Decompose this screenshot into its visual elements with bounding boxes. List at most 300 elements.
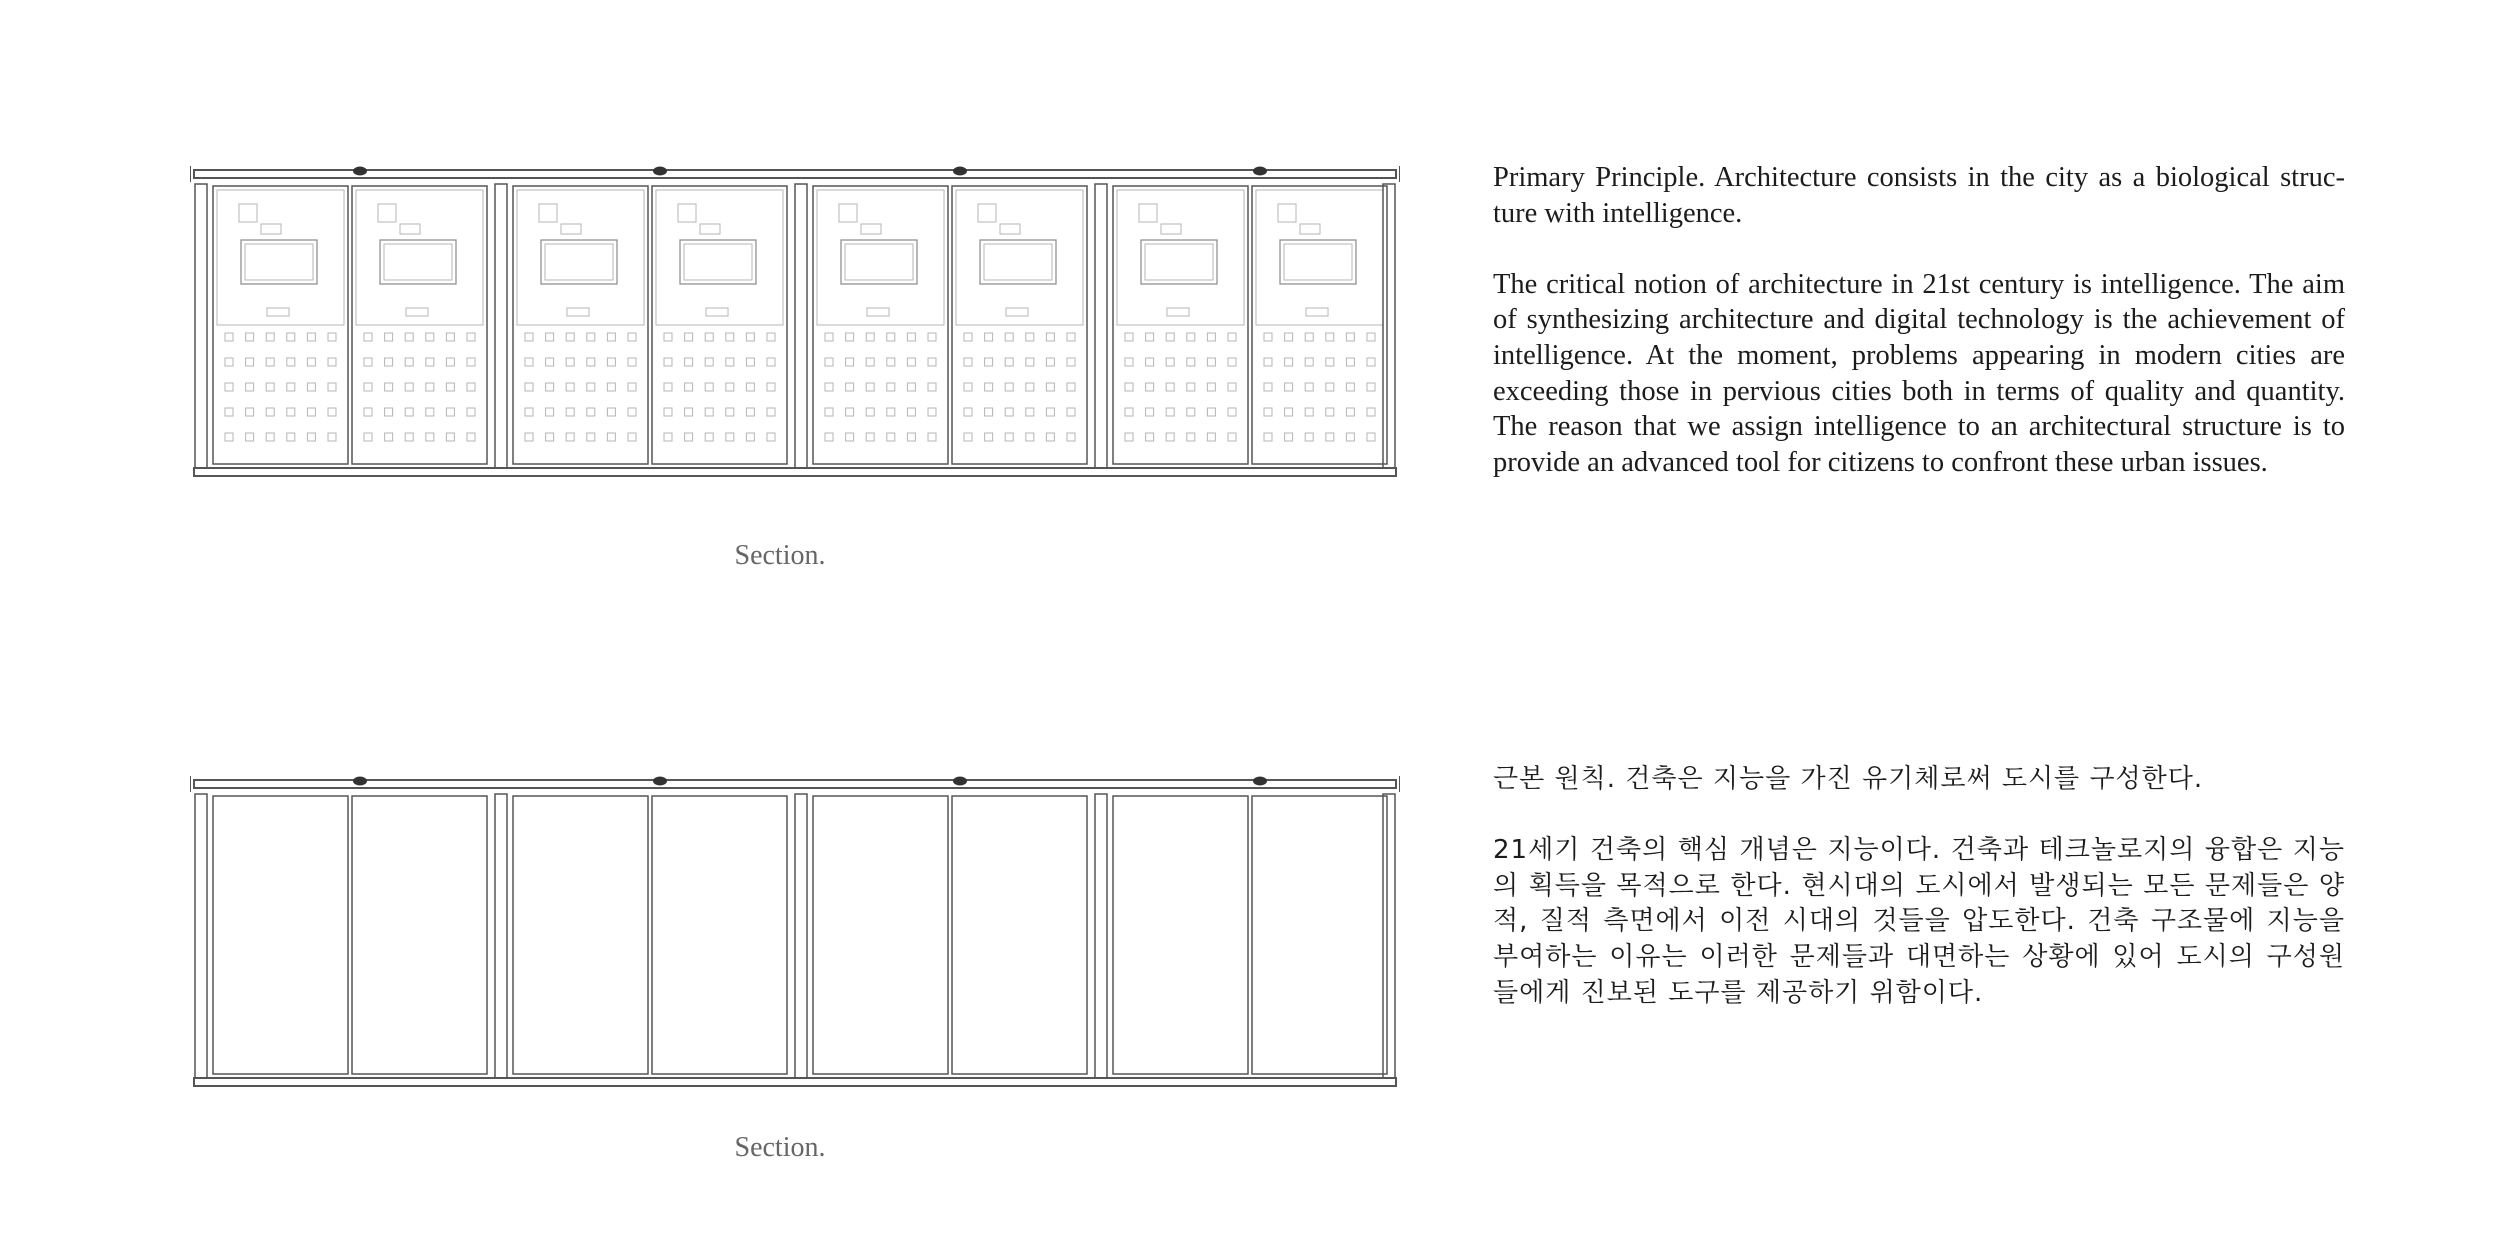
small-box	[261, 224, 281, 234]
upper-panel	[817, 190, 944, 325]
perforation	[1146, 383, 1154, 391]
roof-sensor	[353, 777, 367, 786]
small-box	[400, 224, 420, 234]
perforation	[1228, 383, 1236, 391]
perforation	[446, 358, 454, 366]
perforation	[328, 358, 336, 366]
perforation	[1067, 408, 1075, 416]
perforation	[225, 433, 233, 441]
perforation	[1166, 358, 1174, 366]
perforation	[546, 358, 554, 366]
perforation	[546, 433, 554, 441]
perforation	[446, 333, 454, 341]
perforation	[866, 383, 874, 391]
slot	[1306, 308, 1328, 316]
perforation	[664, 383, 672, 391]
perforation	[467, 358, 475, 366]
frame-bay	[952, 796, 1087, 1074]
perforation	[726, 358, 734, 366]
perforation	[866, 408, 874, 416]
perforation	[246, 433, 254, 441]
perforation	[266, 383, 274, 391]
perforation	[1146, 358, 1154, 366]
perforation	[287, 358, 295, 366]
perforation	[1346, 358, 1354, 366]
perforation	[1367, 333, 1375, 341]
screen	[841, 240, 917, 284]
perforation	[328, 333, 336, 341]
roof-sensor	[353, 167, 367, 176]
perforation	[1367, 433, 1375, 441]
upper-panel	[356, 190, 483, 325]
perforation	[846, 383, 854, 391]
perforation	[328, 433, 336, 441]
perforation	[426, 383, 434, 391]
perforation	[587, 408, 595, 416]
frame-bay	[1252, 796, 1387, 1074]
perforation	[887, 433, 895, 441]
perforation	[467, 383, 475, 391]
slot	[1006, 308, 1028, 316]
perforation	[1326, 408, 1334, 416]
perforation	[1264, 433, 1272, 441]
frame-bay	[1113, 796, 1248, 1074]
section-caption-top: Section.	[734, 540, 826, 571]
perforation	[1305, 383, 1313, 391]
small-box	[678, 204, 696, 222]
perforation	[685, 408, 693, 416]
perforation	[266, 358, 274, 366]
perforation	[1207, 383, 1215, 391]
perforation	[1187, 433, 1195, 441]
perforation	[525, 433, 533, 441]
small-box	[1161, 224, 1181, 234]
perforation	[1026, 383, 1034, 391]
small-box	[1000, 224, 1020, 234]
screen	[980, 240, 1056, 284]
upper-panel	[217, 190, 344, 325]
perforation	[705, 383, 713, 391]
perforation	[1005, 358, 1013, 366]
perforation	[1005, 383, 1013, 391]
perforation	[246, 333, 254, 341]
perforation	[225, 408, 233, 416]
perforation	[907, 358, 915, 366]
perforation	[566, 358, 574, 366]
perforation	[1046, 358, 1054, 366]
perforation	[1285, 383, 1293, 391]
perforation	[1146, 333, 1154, 341]
perforation	[1264, 408, 1272, 416]
small-box	[978, 204, 996, 222]
perforation	[1367, 383, 1375, 391]
perforation	[767, 408, 775, 416]
perforation	[246, 358, 254, 366]
screen	[1141, 240, 1217, 284]
roof-sensor	[953, 167, 967, 176]
perforation	[664, 408, 672, 416]
perforation	[607, 358, 615, 366]
roof-sensor	[1253, 777, 1267, 786]
principle-body-ko: 21세기 건축의 핵심 개념은 지능이다. 건축과 테크놀로지의 융합은 지능의 획득을 목적으로 한다. 현시대의 도시에서 발생되는 모든 문제들은 양적, 질적 측면에서 이전 시대의 것들을 압도한다. 건축 구조물에 지능을 부여하는 이유는 이러한 문제들과 대면하는 상황에 있어 도시의 구성원들에게 진보된 도구를 제공하기 위함이다.	[1493, 835, 2345, 1008]
perforation	[307, 408, 315, 416]
perforation	[446, 408, 454, 416]
perforation	[1305, 408, 1313, 416]
upper-panel	[956, 190, 1083, 325]
section-drawing-top	[190, 160, 1400, 490]
perforation	[825, 358, 833, 366]
perforation	[825, 333, 833, 341]
small-box	[378, 204, 396, 222]
slot	[406, 308, 428, 316]
perforation	[1067, 433, 1075, 441]
perforation	[1125, 433, 1133, 441]
perforation	[846, 433, 854, 441]
perforation	[1146, 408, 1154, 416]
column-end	[1383, 794, 1395, 1078]
perforation	[928, 358, 936, 366]
perforation	[866, 358, 874, 366]
perforation	[266, 333, 274, 341]
perforation	[928, 383, 936, 391]
perforation	[1125, 358, 1133, 366]
small-box	[1139, 204, 1157, 222]
perforation	[767, 333, 775, 341]
perforation	[566, 333, 574, 341]
perforation	[587, 433, 595, 441]
perforation	[767, 358, 775, 366]
perforation	[467, 333, 475, 341]
perforation	[566, 433, 574, 441]
perforation	[525, 383, 533, 391]
screen-inner	[245, 244, 313, 280]
perforation	[385, 433, 393, 441]
perforation	[546, 408, 554, 416]
upper-panel	[1256, 190, 1383, 325]
perforation	[1067, 383, 1075, 391]
perforation	[1125, 408, 1133, 416]
perforation	[1367, 358, 1375, 366]
perforation	[1285, 358, 1293, 366]
perforation	[1187, 408, 1195, 416]
perforation	[525, 333, 533, 341]
perforation	[1046, 333, 1054, 341]
screen-inner	[684, 244, 752, 280]
perforation	[628, 358, 636, 366]
perforation	[385, 358, 393, 366]
column	[495, 184, 507, 468]
perforation	[607, 383, 615, 391]
perforation	[1026, 408, 1034, 416]
column	[195, 184, 207, 468]
perforation	[1207, 433, 1215, 441]
frame-bay	[513, 796, 648, 1074]
perforation	[825, 383, 833, 391]
perforation	[1228, 333, 1236, 341]
perforation	[307, 333, 315, 341]
perforation	[364, 408, 372, 416]
perforation	[405, 358, 413, 366]
perforation	[364, 383, 372, 391]
perforation	[985, 433, 993, 441]
small-box	[839, 204, 857, 222]
upper-panel	[517, 190, 644, 325]
perforation	[1146, 433, 1154, 441]
principle-heading-ko: 근본 원칙. 건축은 지능을 가진 유기체로써 도시를 구성한다.	[1493, 764, 2204, 794]
perforation	[607, 333, 615, 341]
perforation	[1285, 408, 1293, 416]
perforation	[246, 383, 254, 391]
perforation	[664, 333, 672, 341]
screen	[1280, 240, 1356, 284]
perforation	[607, 433, 615, 441]
perforation	[1187, 383, 1195, 391]
perforation	[1067, 358, 1075, 366]
description-english	[1493, 160, 2345, 516]
perforation	[426, 333, 434, 341]
column-end	[1383, 184, 1395, 468]
perforation	[628, 383, 636, 391]
perforation	[525, 408, 533, 416]
perforation	[426, 358, 434, 366]
perforation	[1005, 433, 1013, 441]
perforation	[287, 408, 295, 416]
perforation	[726, 383, 734, 391]
perforation	[385, 333, 393, 341]
screen	[380, 240, 456, 284]
slot	[706, 308, 728, 316]
screen	[680, 240, 756, 284]
perforation	[446, 383, 454, 391]
perforation	[887, 383, 895, 391]
perforation	[1046, 433, 1054, 441]
perforation	[1264, 383, 1272, 391]
perforation	[664, 358, 672, 366]
perforation	[985, 333, 993, 341]
base-beam	[194, 468, 1396, 476]
small-box	[1278, 204, 1296, 222]
small-box	[561, 224, 581, 234]
screen	[241, 240, 317, 284]
perforation	[405, 333, 413, 341]
perforation	[1228, 433, 1236, 441]
perforation	[928, 333, 936, 341]
perforation	[1346, 383, 1354, 391]
perforation	[887, 408, 895, 416]
perforation	[1005, 333, 1013, 341]
slot	[267, 308, 289, 316]
column	[795, 184, 807, 468]
perforation	[1166, 333, 1174, 341]
perforation	[907, 383, 915, 391]
roof-beam	[194, 170, 1396, 178]
perforation	[587, 358, 595, 366]
perforation	[364, 433, 372, 441]
perforation	[225, 333, 233, 341]
perforation	[1264, 358, 1272, 366]
perforation	[405, 408, 413, 416]
perforation	[1026, 333, 1034, 341]
roof-beam	[194, 780, 1396, 788]
perforation	[1305, 358, 1313, 366]
perforation	[767, 433, 775, 441]
perforation	[746, 358, 754, 366]
perforation	[964, 358, 972, 366]
perforation	[426, 408, 434, 416]
perforation	[685, 433, 693, 441]
perforation	[746, 408, 754, 416]
perforation	[546, 383, 554, 391]
perforation	[307, 383, 315, 391]
perforation	[1285, 333, 1293, 341]
slot	[1167, 308, 1189, 316]
perforation	[587, 383, 595, 391]
perforation	[566, 383, 574, 391]
perforation	[1187, 333, 1195, 341]
screen	[541, 240, 617, 284]
perforation	[628, 433, 636, 441]
perforation	[746, 383, 754, 391]
description-korean	[1493, 762, 2345, 1047]
perforation	[985, 408, 993, 416]
perforation	[426, 433, 434, 441]
perforation	[746, 433, 754, 441]
screen-inner	[1284, 244, 1352, 280]
perforation	[985, 383, 993, 391]
perforation	[1346, 333, 1354, 341]
perforation	[726, 408, 734, 416]
slot	[867, 308, 889, 316]
roof-sensor	[653, 167, 667, 176]
perforation	[405, 433, 413, 441]
perforation	[846, 408, 854, 416]
perforation	[887, 358, 895, 366]
perforation	[1264, 333, 1272, 341]
perforation	[328, 408, 336, 416]
perforation	[467, 433, 475, 441]
perforation	[964, 433, 972, 441]
perforation	[525, 358, 533, 366]
perforation	[964, 408, 972, 416]
frame-bay	[652, 796, 787, 1074]
perforation	[1228, 358, 1236, 366]
perforation	[266, 433, 274, 441]
perforation	[1125, 383, 1133, 391]
screen-inner	[384, 244, 452, 280]
perforation	[1026, 358, 1034, 366]
perforation	[1305, 433, 1313, 441]
perforation	[307, 358, 315, 366]
perforation	[1005, 408, 1013, 416]
section-drawing-top-svg	[190, 160, 1400, 490]
perforation	[1207, 333, 1215, 341]
perforation	[385, 383, 393, 391]
small-box	[239, 204, 257, 222]
roof-sensor	[953, 777, 967, 786]
roof-sensor	[653, 777, 667, 786]
perforation	[1187, 358, 1195, 366]
principle-body-en: The critical notion of architecture in 21st century is intelligence. The aim of synthesizing architecture and digital technology is the achievement of intelligence. At the moment, problems appearing in modern cities are exceeding those in pervious cities both in terms of quality and quantity. The reason that we assign intelligence to an architectural structure is to provide an advanced tool for citizens to confront these urban issues.	[1493, 268, 2345, 478]
perforation	[1046, 383, 1054, 391]
section-drawing-bottom	[190, 770, 1400, 1100]
perforation	[566, 408, 574, 416]
perforation	[385, 408, 393, 416]
frame-bay	[813, 796, 948, 1074]
perforation	[726, 333, 734, 341]
perforation	[825, 433, 833, 441]
perforation	[328, 383, 336, 391]
perforation	[546, 333, 554, 341]
upper-panel	[1117, 190, 1244, 325]
principle-heading-en: Primary Principle. Architecture consists in the city as a biological structure with intelligence.	[1493, 162, 2345, 229]
small-box	[539, 204, 557, 222]
screen-inner	[545, 244, 613, 280]
perforation	[1166, 433, 1174, 441]
section-caption-bottom: Section.	[734, 1132, 826, 1163]
base-beam	[194, 1078, 1396, 1086]
perforation	[1166, 383, 1174, 391]
screen-inner	[845, 244, 913, 280]
frame-bay	[213, 796, 348, 1074]
perforation	[1228, 408, 1236, 416]
small-box	[1300, 224, 1320, 234]
perforation	[1367, 408, 1375, 416]
small-box	[700, 224, 720, 234]
perforation	[866, 433, 874, 441]
small-box	[861, 224, 881, 234]
perforation	[1285, 433, 1293, 441]
perforation	[685, 358, 693, 366]
perforation	[985, 358, 993, 366]
column	[195, 794, 207, 1078]
column	[495, 794, 507, 1078]
perforation	[705, 358, 713, 366]
upper-panel	[656, 190, 783, 325]
perforation	[928, 433, 936, 441]
perforation	[767, 383, 775, 391]
roof-sensor	[1253, 167, 1267, 176]
perforation	[1207, 408, 1215, 416]
perforation	[964, 383, 972, 391]
perforation	[705, 433, 713, 441]
perforation	[1326, 433, 1334, 441]
perforation	[846, 333, 854, 341]
perforation	[1326, 358, 1334, 366]
perforation	[1166, 408, 1174, 416]
perforation	[685, 333, 693, 341]
perforation	[364, 333, 372, 341]
perforation	[628, 408, 636, 416]
frame-bay	[352, 796, 487, 1074]
perforation	[364, 358, 372, 366]
perforation	[607, 408, 615, 416]
perforation	[1125, 333, 1133, 341]
perforation	[1326, 383, 1334, 391]
perforation	[446, 433, 454, 441]
perforation	[225, 383, 233, 391]
perforation	[1346, 408, 1354, 416]
column	[1095, 184, 1107, 468]
perforation	[1346, 433, 1354, 441]
perforation	[664, 433, 672, 441]
perforation	[928, 408, 936, 416]
perforation	[467, 408, 475, 416]
perforation	[287, 433, 295, 441]
perforation	[746, 333, 754, 341]
perforation	[266, 408, 274, 416]
perforation	[887, 333, 895, 341]
perforation	[705, 408, 713, 416]
